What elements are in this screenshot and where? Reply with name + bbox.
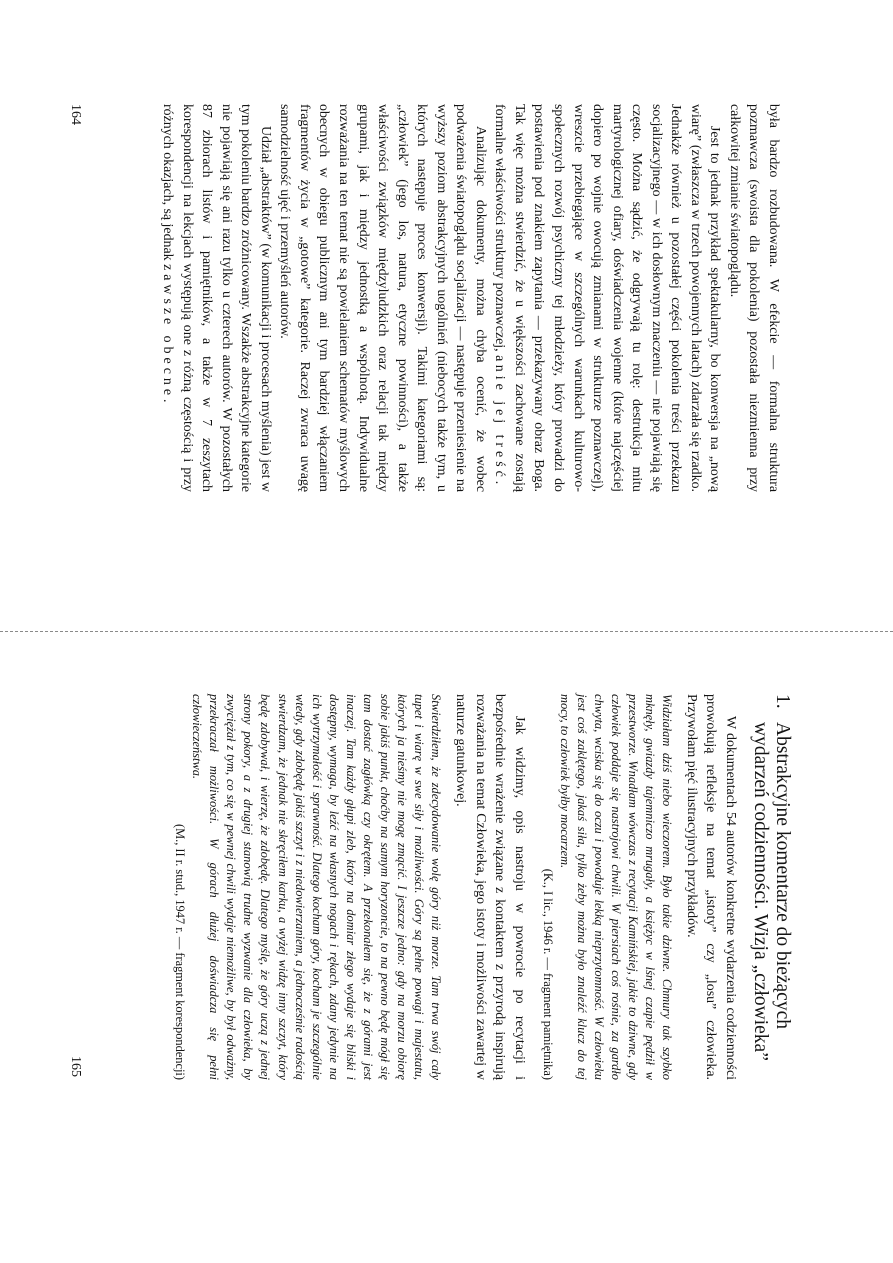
paragraph-text: Udział „abstraktów” (w komunikacji i procesach myślenia) jest w tym pokoleniu bardzo zróżnicowany. Wszakże abstrakcyjne kategorie nie pojawiają się ani razu tylko u czterech autorów. W pozostałych 87 zbiorach listów i pamiętników, a także w 7 zeszytach korespondencji na lekcjach występują one z różną częstością i przy różnych okazjach, są jednak — [160, 104, 273, 493]
paragraph: W dokumentach 54 autorów konkretne wydarzenia codzienności prowokują refleksje na temat „istoty” czy „losu” człowieka. Przywołam pięć ilustracyjnych przykładów. — [683, 694, 738, 1080]
emphasis-spaced: zawsze obecne. — [160, 264, 176, 407]
paragraph: Jak widzimy, opis nastroju w powrocie po recytacji i bezpośrednie wrażenie związane z kontaktem z przyrodą inspirują rozważania na temat Człowieka, jego istoty i możliwości zawartej w naturze gatunkowej. — [452, 694, 527, 1080]
chapter-title — [749, 694, 793, 1080]
page-number: 164 — [68, 104, 83, 125]
chapter-title-line: Abstrakcyjne komentarze do bieżących — [772, 722, 793, 1029]
quote-attribution: (M., II r. stud., 1947 r. — fragment korespondencji) — [173, 823, 188, 1080]
left-page — [0, 0, 893, 630]
right-page-text — [171, 694, 793, 1080]
chapter-number: 1. — [772, 694, 793, 709]
emphasis-spaced: nie jej treść. — [492, 364, 508, 489]
right-page — [0, 632, 893, 1263]
paragraph — [158, 104, 275, 492]
paragraph: Analizując dokumenty, można chyba ocenić, że wobec podważenia światopoglądu socjalizacji — następuje przeniesienie na wyższy poziom abstrakcyjnych uogólnień (niebocych także tym, u których następuje proces konwersji). Takimi kategoriami są: „człowiek” (jego los, natura, etyczne powinności), a także właściwości związków międzyludzkich oraz relacji tak między grupami, jak i między jednostką a wspólnotą. Indywidualne rozważania na ten temat nie są powielaniem schematów myślowych obecnych w obiegu publicznym ani tym bardziej włączaniem fragmentów życia w „gotowe” kategorie. Raczej zwraca uwagę samodzielność ujęć i przemyśleń autorów. — [277, 104, 488, 492]
paragraph: była bardzo rozbudowana. W efekcie — formalna struktura pozmawcza (swoista dla pokolenia) pozostała niezmienna przy całkowitej zmianie światopoglądu. — [726, 104, 781, 492]
block-quote: Stwierdziłem, że zdecydowanie wolę góry niż morze. Tam trwa swój cały tupet i wiarę w swe siły i możliwości. Góry są pełne powagi i majestatu, których ja nieśmy nie mogę zmącić. I jeszcze jedno: gdy na morzu obiorę sobie jakiś punkt, choćby na samym horyzoncie, to na pewno będę mógł się tam dostać zagłówką czy okrętem. A przekonałem się, że z górami jest inaczej. Tam każdy głupi zleb, który na domiar złego wydaje się bliski i dostępny, wymaga, by leźć na własnych nogach i rękach, zdany jedynie na ich wytrzymałość i sprawność. Dlatego kocham góry, kocham je szczególnie wtedy, gdy zdobędę jakiś szczyt i z niedowierzaniem, a jednocześnie radością stwierdzam, że jednak nie skręciłem karku, a wyżej widzę inny szczyt, który będę zdobywał, i wierzę, że zdobędę. Dlatego myślę, że góry uczą z jednej strony pokory, a z drugiej stanowią trudne wyzwanie dla człowieka, by zwyciężał z tym, co się w pewnej chwili wydaje niemożliwe, by był odważny, przekraczał możliwości. W górach dłużej doświadcza się pełni człowieczeństwa. — [190, 694, 444, 1080]
paragraph — [490, 104, 725, 492]
block-quote: Widziałam dziś niebo wieczorem. Było takie dziwne. Chmury tak szybko mknęły, gwiazdy tajemniczo mrugały, a księżyc w lśnej czapie pędził w przestworze. Wnadłam wówczas z recytacji Kamińskiej, jakie to dziwne, gdy człowiek poddaje się nastrojowi chwili. W piersiach coś rośnie, za gardło chwyta, wciska się do oczu i powoduje lekką nieprzytomność. W człowieku jest coś zaklętego, jakaś siła, tylko żeby można było znaleźć klucz do tej mocy, to człowiek byłby mocarzem. — [557, 694, 675, 1080]
left-page-text — [158, 104, 784, 492]
quote-attribution: (K., I lic., 1946 r. — fragment pamiętnika) — [540, 868, 555, 1080]
spacer — [529, 694, 539, 1080]
paragraph-text: Jest to jednak przykład spektakularny, bo konwersja na „nową wiarę” (zwłaszcza w trzech powojennych latach) zdarzała się rzadko. Jednakże również u pozostałej części pokolenia treści przekazu socjalizacyjnego — w ich dosłownym znaczeniu — nie pojawiają się często. Można sądzić, że odgrywają tu rolę: destrukcja mitu martyrologicznej ofiary, doświadczenia wojenne (które najczęściej dopiero po wojnie owocują zmianami w strukturze poznawczej), wreszcie przebiegające w szczególnych warunkach kulturowo-społecznych rozwój psychiczny tej młodzieży, który prowadzi do postawienia pod znakiem zapytania — przekazywany obraz Boga. Tak więc można stwierdzić, że u większości zachowane zostają formalne właściwości struktury poznawczej, a — [492, 104, 723, 492]
chapter-title-line: wydarzeń codzienności. Wizja „człowieka” — [750, 722, 771, 1061]
page-number: 165 — [68, 1056, 83, 1077]
